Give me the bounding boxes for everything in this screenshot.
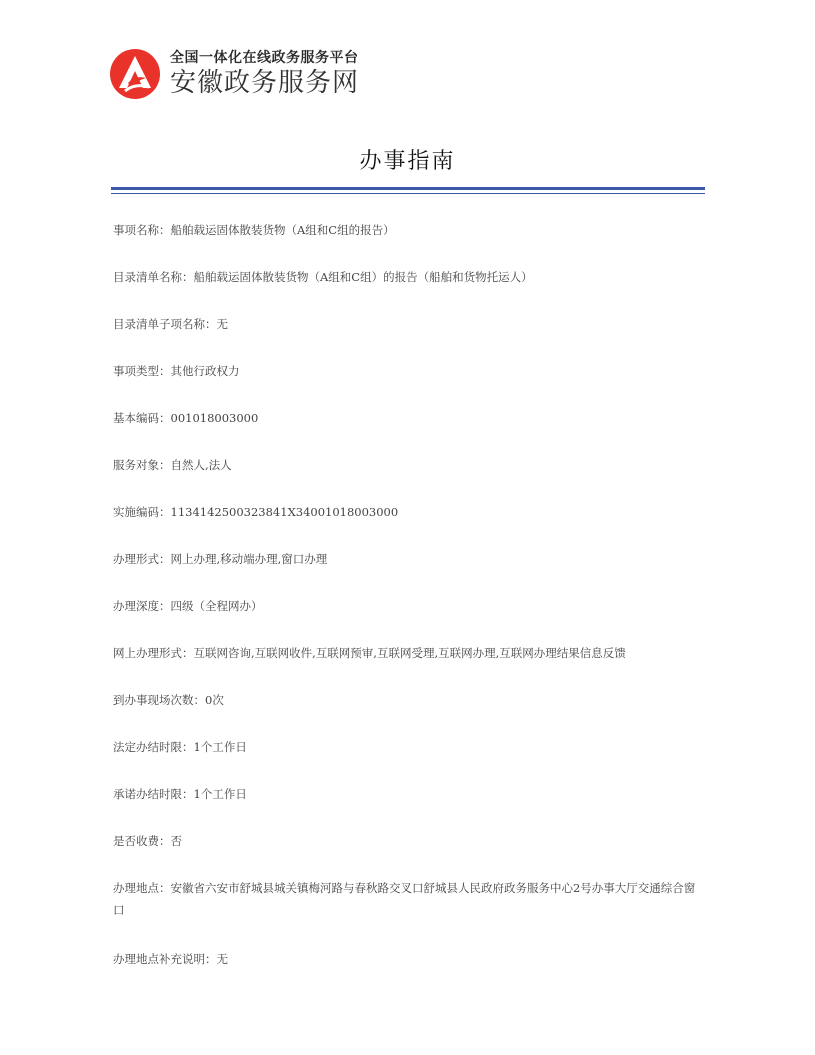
field-label: 法定办结时限：	[113, 740, 194, 754]
site-header	[108, 44, 359, 104]
field-service-target	[113, 454, 703, 476]
field-handling-form	[113, 548, 703, 570]
field-onsite-visits	[113, 689, 703, 711]
field-label: 服务对象：	[113, 458, 171, 472]
title-divider	[111, 187, 705, 194]
field-catalog-subitem	[113, 313, 703, 335]
field-value: 001018003000	[170, 411, 259, 425]
field-value: 0次	[205, 693, 224, 707]
field-value: 互联网咨询,互联网收件,互联网预审,互联网受理,互联网办理,互联网办理结果信息反馈	[193, 646, 626, 660]
field-item-type	[113, 360, 703, 382]
field-label: 目录清单名称：	[113, 270, 194, 284]
field-label: 基本编码：	[113, 411, 171, 425]
field-value: 网上办理,移动端办理,窗口办理	[170, 552, 328, 566]
anhui-gov-service-logo-icon	[108, 47, 162, 101]
field-catalog-name	[113, 266, 703, 288]
field-label: 办理深度：	[113, 599, 171, 613]
field-label: 到办事现场次数：	[113, 693, 205, 707]
field-label: 办理地点：	[113, 881, 171, 895]
field-legal-time-limit	[113, 736, 703, 758]
field-value: 船舶载运固体散装货物（A组和C组）的报告（船舶和货物托运人）	[193, 270, 533, 284]
field-value: 无	[216, 952, 228, 966]
page-title: 办事指南	[359, 149, 456, 174]
field-value: 1个工作日	[193, 740, 247, 754]
field-value: 安徽省六安市舒城县城关镇梅河路与春秋路交叉口舒城县人民政府政务服务中心2号办事大厅交通综合窗口	[113, 881, 696, 917]
field-handling-location	[113, 877, 703, 921]
platform-subtitle: 全国一体化在线政务服务平台	[170, 50, 359, 66]
field-label: 目录清单子项名称：	[113, 317, 217, 331]
field-online-handling-form	[113, 642, 703, 664]
field-label: 办理地点补充说明：	[113, 952, 217, 966]
divider-thin-line	[111, 193, 705, 194]
brand-text	[170, 49, 359, 99]
field-label: 事项类型：	[113, 364, 171, 378]
field-implementation-code	[113, 501, 703, 523]
field-item-name	[113, 219, 703, 241]
field-label: 办理形式：	[113, 552, 171, 566]
field-basic-code	[113, 407, 703, 429]
platform-name: 安徽政务服务网	[170, 68, 360, 98]
field-value: 否	[170, 834, 182, 848]
field-value: 船舶载运固体散装货物（A组和C组的报告）	[170, 223, 395, 237]
field-value: 自然人,法人	[170, 458, 232, 472]
divider-thick-line	[111, 187, 705, 190]
field-value: 四级（全程网办）	[170, 599, 263, 613]
field-promised-time-limit	[113, 783, 703, 805]
field-location-note	[113, 948, 703, 970]
field-label: 承诺办结时限：	[113, 787, 194, 801]
field-label: 事项名称：	[113, 223, 171, 237]
field-value: 其他行政权力	[170, 364, 240, 378]
field-value: 1个工作日	[193, 787, 247, 801]
field-label: 是否收费：	[113, 834, 171, 848]
field-label: 网上办理形式：	[113, 646, 194, 660]
field-fee	[113, 830, 703, 852]
field-value: 无	[216, 317, 228, 331]
field-handling-depth	[113, 595, 703, 617]
field-label: 实施编码：	[113, 505, 171, 519]
field-value: 11341425003238​41X34001018003000	[170, 505, 399, 519]
